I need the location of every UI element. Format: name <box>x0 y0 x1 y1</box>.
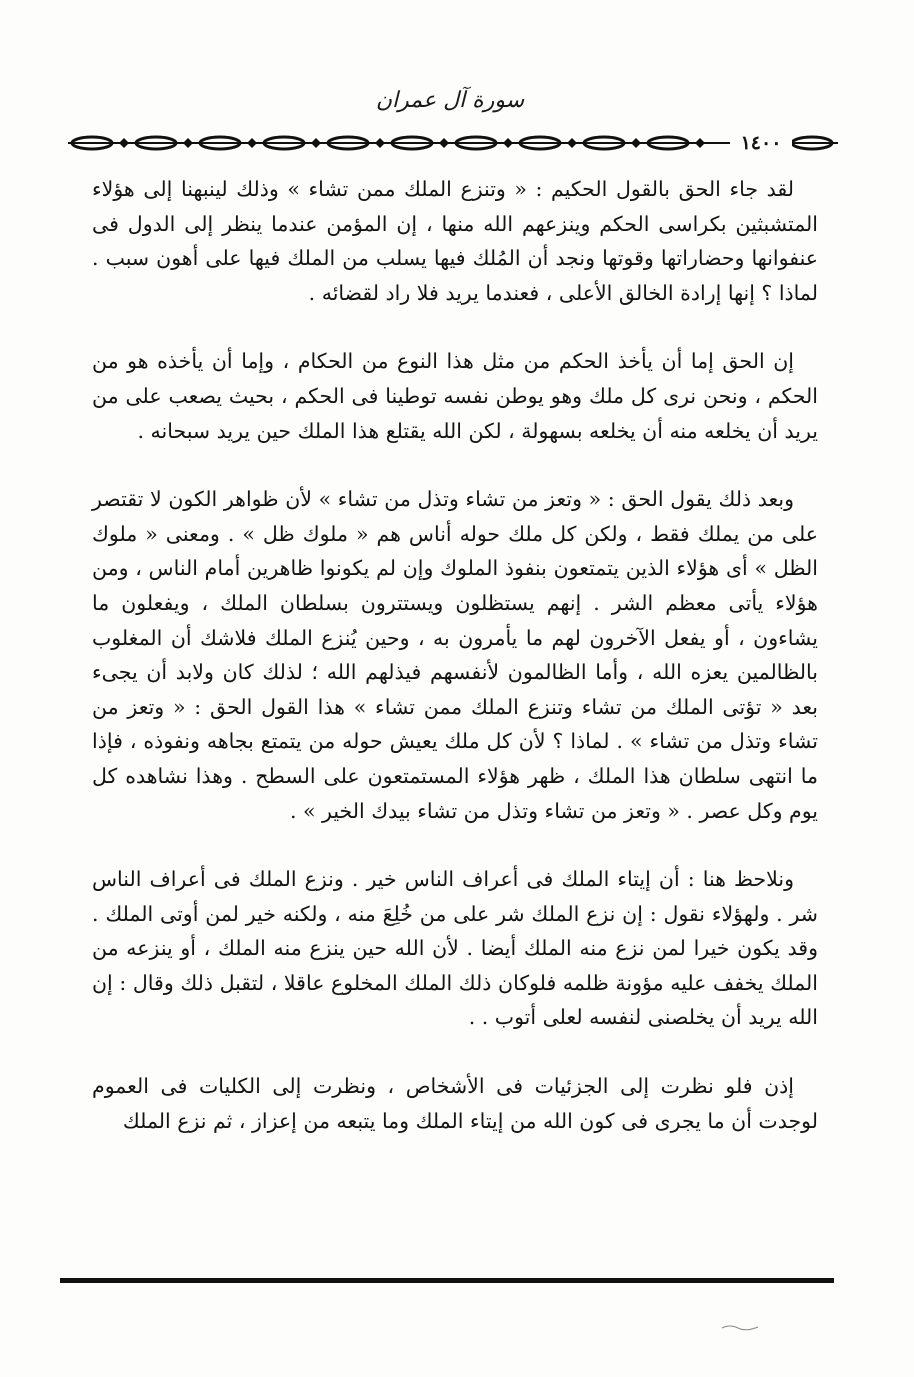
page-number: ١٤٠٠ <box>730 132 792 154</box>
ornamental-border <box>68 128 838 158</box>
paragraph: ونلاحظ هنا : أن إيتاء الملك فى أعراف الناس خير . ونزع الملك فى أعراف الناس شر . ولهؤلاء نقول : إن نزع الملك شر على من خُلِعَ منه ، ولكنه خير لمن أوتى الملك . وقد يكون خيرا لمن نزع منه الملك أيضا . لأن الله حين ينزع منه الملك ، أو ينزعه من الملك يخفف عليه مؤونة ظلمه فلوكان ذلك الملك المخلوع عاقلا ، لتقبل ذلك وقال : إن الله يريد أن يخلصنى لنفسه لعلى أتوب . . <box>92 867 818 1030</box>
footer-rule <box>60 1278 834 1283</box>
ink-mark <box>720 1322 760 1332</box>
paragraph: وبعد ذلك يقول الحق : « وتعز من تشاء وتذل من تشاء » لأن ظواهر الكون لا تقتصر على من يملك فقط ، ولكن كل ملك حوله أناس هم « ملوك ظل » . ومعنى « ملوك الظل » أى هؤلاء الذين يتمتعون بنفوذ الملوك وإن لم يكونوا ظاهرين أمام الناس ، ومن هؤلاء يأتى معظم الشر . إنهم يستظلون ويستترون بسلطان الملك ، ويفعلون ما يشاءون ، أو يفعل الآخرون لهم ما يأمرون به ، وحين يُنزع الملك فلاشك أن المغلوب بالظالمين يعزه الله ، وأما الظالمون لأنفسهم فيذلهم الله ؛ لذلك كان ولابد أن يجىء بعد « تؤتى الملك من تشاء وتنزع الملك ممن تشاء » هذا القول الحق : « وتعز من تشاء وتذل من تشاء » . لماذا ؟ لأن كل ملك يعيش حوله من يتمتع بجاهه ونفوذه ، فإذا ما انتهى سلطان هذا الملك ، ظهر هؤلاء المستمتعون على السطح . وهذا نشاهده كل يوم وكل عصر . « وتعز من تشاء وتذل من تشاء بيدك الخير » . <box>92 487 818 823</box>
paragraph: إن الحق إما أن يأخذ الحكم من مثل هذا النوع من الحكام ، وإما أن يأخذه هو من الحكم ، ونحن نرى كل ملك وهو يوطن نفسه توطينا فى الحكم ، بحيث يصعب على من يريد أن يخلعه منه أن يخلعه بسهولة ، لكن الله يقتلع هذا الملك حين يريد سبحانه . <box>92 349 818 443</box>
body-text <box>92 172 818 1138</box>
surah-title: سورة آل عمران <box>375 88 525 113</box>
paragraph: إذن فلو نظرت إلى الجزئيات فى الأشخاص ، ونظرت إلى الكليات فى العموم لوجدت أن ما يجرى فى كون الله من إيتاء الملك وما يتبعه من إعزاز ، ثم نزع الملك <box>92 1074 818 1133</box>
paragraph: لقد جاء الحق بالقول الحكيم : « وتنزع الملك ممن تشاء » وذلك لينبهنا إلى هؤلاء المتشبثين بكراسى الحكم وينزعهم الله منها ، إن المؤمن عندما ينظر إلى الدول فى عنفوانها وحضاراتها وقوتها ونجد أن المُلك فيها يسلب من الملك فيها على أهون سبب . لماذا ؟ إنها إرادة الخالق الأعلى ، فعندما يريد فلا راد لقضائه . <box>92 177 818 305</box>
